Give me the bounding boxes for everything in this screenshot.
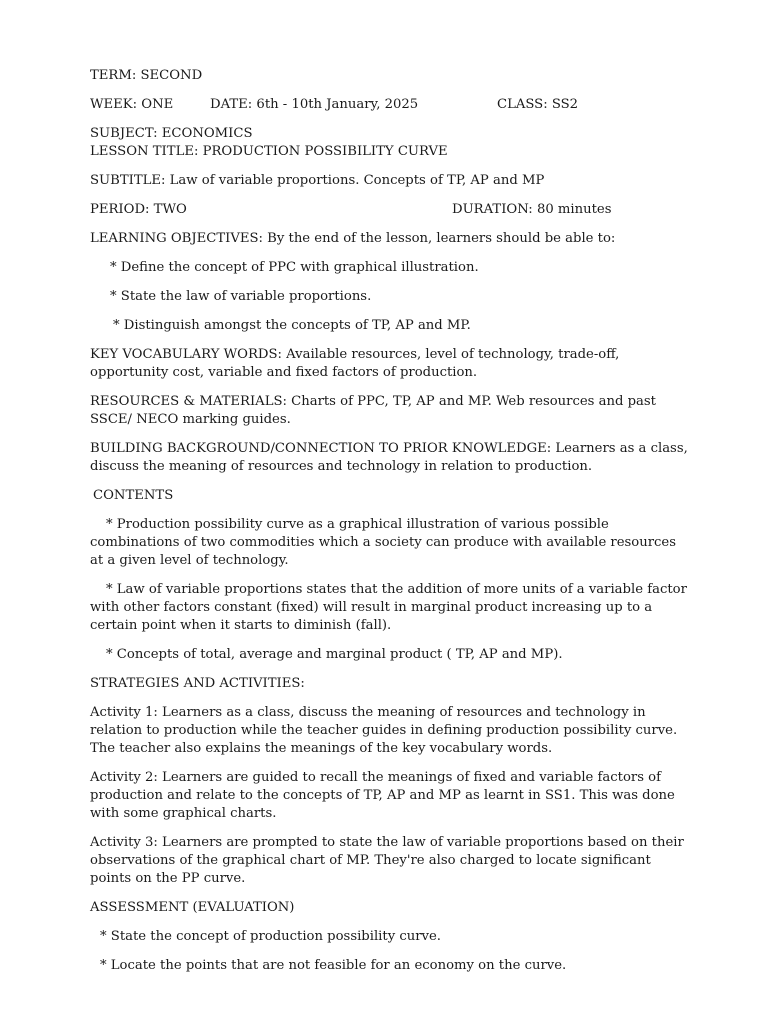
lesson-title: LESSON TITLE: PRODUCTION POSSIBILITY CURVE: [90, 144, 448, 159]
subtitle-line: SUBTITLE: Law of variable proportions. Concepts of TP, AP and MP: [90, 173, 545, 188]
objectives-intro: LEARNING OBJECTIVES: By the end of the lesson, learners should be able to:: [90, 231, 616, 246]
lesson-note: [90, 67, 690, 986]
assessment-item: * Locate the points that are not feasible for an economy on the curve.: [100, 958, 567, 973]
assessment-heading: ASSESSMENT (EVALUATION): [90, 900, 295, 915]
strategies-heading: STRATEGIES AND ACTIVITIES:: [90, 676, 305, 691]
duration-label: DURATION: 80 minutes: [452, 202, 612, 217]
activity-paragraph: Activity 1: Learners as a class, discuss the meaning of resources and technology in relation to production while the teacher guides in defining production possibility curve. The teacher also explains the meanings of the key vocabulary words.: [90, 705, 678, 756]
term-line: TERM: SECOND: [90, 68, 203, 83]
assessment-item: * State the concept of production possibility curve.: [100, 929, 441, 944]
contents-item: * Production possibility curve as a graphical illustration of various possible combinations of two commodities which a society can produce with available resources at a given level of technology.: [90, 517, 677, 568]
date-label: DATE: 6th - 10th January, 2025: [210, 97, 419, 112]
background-paragraph: BUILDING BACKGROUND/CONNECTION TO PRIOR KNOWLEDGE: Learners as a class, discuss the meaning of resources and technology in relation to production.: [90, 441, 688, 474]
resources-paragraph: RESOURCES & MATERIALS: Charts of PPC, TP, AP and MP. Web resources and past SSCE/ NECO marking guides.: [90, 394, 656, 427]
period-duration-row: [90, 201, 690, 219]
contents-heading: CONTENTS: [93, 488, 174, 503]
activity-paragraph: Activity 3: Learners are prompted to state the law of variable proportions based on their observations of the graphical chart of MP. They're also charged to locate significant points on the PP curve.: [90, 835, 684, 886]
period-label: PERIOD: TWO: [90, 202, 187, 217]
subject-line: SUBJECT: ECONOMICS: [90, 126, 253, 141]
contents-item: * Law of variable proportions states that the addition of more units of a variable factor with other factors constant (fixed) will result in marginal product increasing up to a certain point when it starts to diminish (fall).: [90, 582, 687, 633]
contents-item: * Concepts of total, average and marginal product ( TP, AP and MP).: [106, 647, 563, 662]
vocabulary-paragraph: KEY VOCABULARY WORDS: Available resources, level of technology, trade-off, opportunity cost, variable and fixed factors of production.: [90, 347, 620, 380]
activity-paragraph: Activity 2: Learners are guided to recall the meanings of fixed and variable factors of production and relate to the concepts of TP, AP and MP as learnt in SS1. This was done with some graphical charts.: [90, 770, 675, 821]
objective-item: * State the law of variable proportions.: [110, 289, 372, 304]
class-label: CLASS: SS2: [497, 97, 579, 112]
objective-item: * Define the concept of PPC with graphical illustration.: [110, 260, 479, 275]
objective-item: * Distinguish amongst the concepts of TP, AP and MP.: [113, 318, 471, 333]
week-label: WEEK: ONE: [90, 97, 174, 112]
week-date-class-row: [90, 96, 690, 114]
